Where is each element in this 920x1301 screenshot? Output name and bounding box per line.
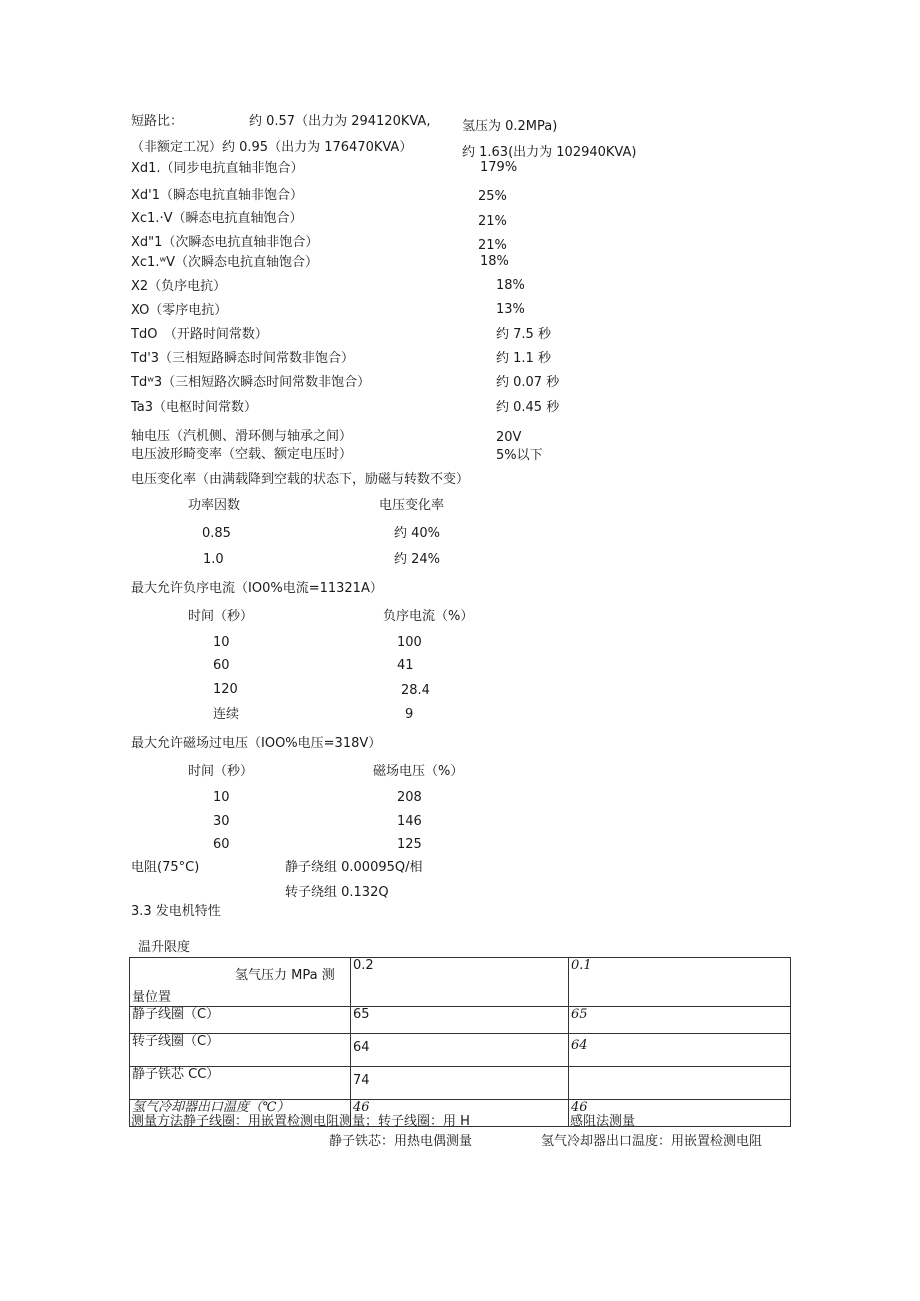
negative-seq-current-header: 负序电流（%） — [383, 609, 474, 624]
position-cell: 静子铁芯 CC） — [130, 1067, 351, 1100]
field-time: 60 — [213, 837, 230, 852]
reactance-value: 18% — [480, 254, 509, 269]
reactance-name: Xd"1（次瞬态电抗直轴非饱合） — [131, 235, 319, 250]
method-line2a: 静子铁芯：用热电偶测量 — [329, 1134, 473, 1149]
short-circuit-rated: 约 0.57（出力为 294120KVA, — [249, 114, 431, 129]
reactance-value: 约 0.07 秒 — [496, 375, 560, 390]
reactance-name: 电压波形畸变率（空载、额定电压时） — [131, 447, 353, 462]
value-cell: 65 — [569, 1007, 791, 1034]
pressure-0.2-cell: 0.2 — [351, 958, 569, 1007]
negative-seq-value: 9 — [405, 707, 414, 722]
voltage-rate-cell: 约 24% — [394, 552, 441, 567]
header-position-cell — [130, 958, 351, 1007]
reactance-name: Xc1.ʷV（次瞬态电抗直轴饱合） — [131, 255, 319, 270]
resistance-label: 电阻(75°C) — [131, 860, 200, 875]
field-value: 146 — [397, 814, 422, 829]
short-circuit-non-rated: （非额定工况）约 0.95（出力为 176470KVA） — [131, 140, 413, 155]
value-cell — [569, 1067, 791, 1100]
reactance-value: 13% — [496, 302, 525, 317]
table-header-row — [130, 958, 791, 1007]
power-factor-cell: 0.85 — [202, 526, 231, 541]
value-cell: 74 — [351, 1067, 569, 1100]
field-value: 125 — [397, 837, 422, 852]
reactance-value: 约 1.1 秒 — [496, 351, 551, 366]
value-cell: 64 — [351, 1034, 569, 1067]
reactance-value: 179% — [480, 160, 518, 175]
position-cell: 转子线圈（C） — [130, 1034, 351, 1067]
voltage-rate-cell: 约 40% — [394, 526, 441, 541]
field-time-header: 时间（秒） — [188, 764, 254, 779]
position-cell: 氢气冷却器出口温度（℃） — [130, 1100, 351, 1127]
reactance-value: 21% — [478, 238, 507, 253]
reactance-name: Xc1.·V（瞬态电抗直轴饱合） — [131, 211, 303, 226]
reactance-name: Ta3（电枢时间常数） — [131, 400, 258, 415]
rotor-resistance: 转子绕组 0.132Q — [285, 885, 389, 900]
reactance-name: Td'3（三相短路瞬态时间常数非饱合） — [131, 351, 355, 366]
field-value: 208 — [397, 790, 422, 805]
negative-seq-time: 连续 — [213, 707, 240, 722]
table-row — [130, 1067, 791, 1100]
section-heading: 3.3 发电机特性 — [131, 904, 221, 919]
reactance-value: 25% — [478, 189, 507, 204]
reactance-name: TdO （开路时间常数） — [131, 327, 268, 342]
header-line2: 量位置 — [132, 990, 172, 1005]
reactance-value: 18% — [496, 278, 525, 293]
negative-seq-time: 120 — [213, 682, 238, 697]
reactance-value: 5%以下 — [496, 448, 543, 463]
reactance-name: Xd'1（瞬态电抗直轴非饱合） — [131, 188, 304, 203]
reactance-value: 约 7.5 秒 — [496, 327, 551, 342]
reactance-value: 约 0.45 秒 — [496, 400, 560, 415]
stator-resistance: 静子绕组 0.00095Q/相 — [285, 860, 423, 875]
table-row — [130, 1007, 791, 1034]
short-circuit-label: 短路比： — [131, 114, 184, 129]
negative-seq-value: 100 — [397, 635, 422, 650]
field-time: 10 — [213, 790, 230, 805]
reactance-name: Xd1.（同步电抗直轴非饱合） — [131, 161, 304, 176]
reactance-name: X2（负序电抗） — [131, 279, 227, 294]
reactance-name: 轴电压（汽机侧、滑环侧与轴承之间） — [131, 429, 353, 444]
voltage-rate-header: 电压变化率 — [379, 498, 445, 513]
table-row — [130, 1034, 791, 1067]
value-cell: 64 — [569, 1034, 791, 1067]
position-cell: 静子线圈（C） — [130, 1007, 351, 1034]
power-factor-cell: 1.0 — [203, 552, 224, 567]
negative-seq-value: 41 — [397, 658, 414, 673]
pressure-0.1-cell: 0.1 — [569, 958, 791, 1007]
value-cell: 65 — [351, 1007, 569, 1034]
method-line1a: 测量方法静子线圈：用嵌置检测电阻测量；转子线圈：用 H — [131, 1114, 470, 1129]
power-factor-header: 功率因数 — [188, 498, 241, 513]
temp-rise-title: 温升限度 — [138, 940, 191, 955]
negative-seq-time: 10 — [213, 635, 230, 650]
short-circuit-non-rated2: 约 1.63(出力为 102940KVA) — [462, 145, 637, 160]
short-circuit-rated-pressure: 氢压为 0.2MPa) — [462, 119, 558, 134]
negative-seq-time-header: 时间（秒） — [188, 609, 254, 624]
temp-rise-table — [129, 957, 791, 1127]
value-cell: 46 — [569, 1100, 791, 1127]
negative-seq-time: 60 — [213, 658, 230, 673]
field-overvoltage-title: 最大允许磁场过电压（IOO%电压=318V） — [131, 736, 382, 751]
method-line2b: 氢气冷却器出口温度：用嵌置检测电阻 — [541, 1134, 763, 1149]
value-cell: 46 — [351, 1100, 569, 1127]
field-voltage-header: 磁场电压（%） — [373, 764, 464, 779]
negative-seq-value: 28.4 — [401, 683, 430, 698]
reactance-value: 20V — [496, 430, 522, 445]
voltage-regulation-title: 电压变化率（由满载降到空载的状态下，励磁与转数不变） — [131, 472, 470, 487]
method-line1b: 感阻法测量 — [570, 1114, 636, 1129]
reactance-name: Tdʷ3（三相短路次瞬态时间常数非饱合） — [131, 375, 371, 390]
reactance-name: XO（零序电抗） — [131, 303, 228, 318]
field-time: 30 — [213, 814, 230, 829]
header-line1: 氢气压力 MPa 测 — [235, 968, 335, 983]
reactance-value: 21% — [478, 214, 507, 229]
negative-seq-title: 最大允许负序电流（IO0%电流=11321A） — [131, 581, 383, 596]
